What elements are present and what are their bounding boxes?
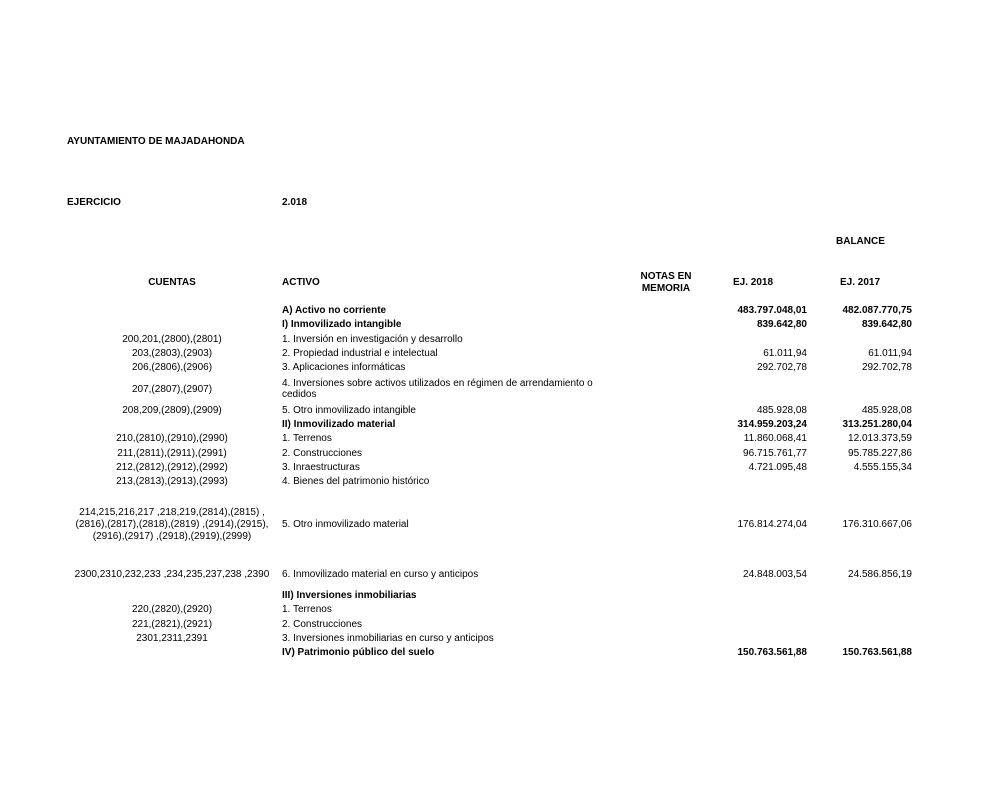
ej2017-cell: 4.555.155,34 (853, 462, 912, 473)
column-header-ej2018: EJ. 2018 (733, 277, 774, 288)
cuentas-cell: 203,(2803),(2903) (131, 348, 213, 359)
ej2017-cell: 176.310.667,06 (842, 519, 912, 530)
activo-cell: 4. Inversiones sobre activos utilizados en régimen de arrendamiento o cedidos (282, 378, 593, 400)
cuentas-cell: 211,(2811),(2911),(2991) (117, 448, 227, 459)
ej2018-cell: 4.721.095,48 (748, 462, 807, 473)
ej2018-cell: 314.959.203,24 (737, 419, 807, 430)
activo-cell: 4. Bienes del patrimonio histórico (282, 476, 430, 487)
column-header-notas: NOTAS EN MEMORIA (640, 271, 692, 294)
ej2018-cell: 176.814.274,04 (737, 519, 807, 530)
ej2017-cell: 95.785.227,86 (848, 448, 912, 459)
cuentas-cell: 206,(2806),(2906) (131, 362, 213, 373)
cuentas-cell: 200,201,(2800),(2801) (122, 334, 222, 345)
activo-cell: I) Inmovilizado intangible (282, 319, 402, 330)
activo-cell: 3. Inraestructuras (282, 462, 360, 473)
activo-cell: A) Activo no corriente (282, 305, 387, 316)
activo-cell: 1. Terrenos (282, 433, 332, 444)
cuentas-cell: 220,(2820),(2920) (131, 604, 213, 615)
ej2017-cell: 839.642,80 (861, 319, 912, 330)
ej2018-cell: 839.642,80 (756, 319, 807, 330)
ej2018-cell: 61.011,94 (763, 348, 807, 359)
activo-cell: 6. Inmovilizado material en curso y anticipos (282, 569, 479, 580)
ej2017-cell: 292.702,78 (861, 362, 912, 373)
cuentas-cell: 207,(2807),(2907) (131, 384, 213, 395)
cuentas-cell: 2301,2311,2391 (136, 633, 208, 644)
column-header-ej2017: EJ. 2017 (840, 277, 881, 288)
ej2017-cell: 150.763.561,88 (842, 647, 912, 658)
ej2018-cell: 96.715.761,77 (743, 448, 807, 459)
activo-cell: 2. Propiedad industrial e intelectual (282, 348, 438, 359)
cuentas-cell: 213,(2813),(2913),(2993) (116, 476, 228, 487)
activo-cell: 1. Terrenos (282, 604, 332, 615)
ej2018-cell: 150.763.561,88 (737, 647, 807, 658)
ej2018-cell: 485.928,08 (756, 405, 807, 416)
ej2017-cell: 61.011,94 (868, 348, 912, 359)
activo-cell: 3. Aplicaciones informáticas (282, 362, 406, 373)
activo-cell: 1. Inversión en investigación y desarrollo (282, 334, 463, 345)
ej2018-cell: 483.797.048,01 (737, 305, 807, 316)
activo-cell: 2. Construcciones (282, 448, 363, 459)
ejercicio-value: 2.018 (282, 197, 308, 208)
activo-cell: 2. Construcciones (282, 619, 363, 630)
ej2018-cell: 292.702,78 (756, 362, 807, 373)
activo-cell: II) Inmovilizado material (282, 419, 396, 430)
activo-cell: IV) Patrimonio público del suelo (282, 647, 435, 658)
activo-cell: 5. Otro inmovilizado material (282, 519, 409, 530)
ej2017-cell: 482.087.770,75 (842, 305, 912, 316)
organization-name: AYUNTAMIENTO DE MAJADAHONDA (67, 136, 245, 147)
activo-cell: 3. Inversiones inmobiliarias en curso y anticipos (282, 633, 494, 644)
cuentas-cell: 2300,2310,232,233 ,234,235,237,238 ,2390 (74, 569, 270, 580)
ejercicio-label: EJERCICIO (67, 197, 121, 208)
cuentas-cell: 214,215,216,217 ,218,219,(2814),(2815) ,(2816),(2817),(2818),(2819) ,(2914),(2915),(2916),(2917) ,(2918),(2919),(2999) (75, 507, 269, 542)
activo-cell: III) Inversiones inmobiliarias (282, 590, 417, 601)
ej2018-cell: 24.848.003,54 (743, 569, 807, 580)
activo-cell: 5. Otro inmovilizado intangible (282, 405, 416, 416)
ej2018-cell: 11.860.068,41 (743, 433, 807, 444)
cuentas-cell: 212,(2812),(2912),(2992) (116, 462, 228, 473)
balance-title: BALANCE (836, 236, 885, 247)
column-header-cuentas: CUENTAS (148, 277, 196, 288)
cuentas-cell: 208,209,(2809),(2909) (122, 405, 222, 416)
column-header-activo: ACTIVO (282, 277, 320, 288)
ej2017-cell: 313.251.280,04 (842, 419, 912, 430)
ej2017-cell: 24.586.856,19 (848, 569, 912, 580)
cuentas-cell: 210,(2810),(2910),(2990) (116, 433, 228, 444)
ej2017-cell: 485.928,08 (861, 405, 912, 416)
cuentas-cell: 221,(2821),(2921) (131, 619, 213, 630)
ej2017-cell: 12.013.373,59 (848, 433, 912, 444)
